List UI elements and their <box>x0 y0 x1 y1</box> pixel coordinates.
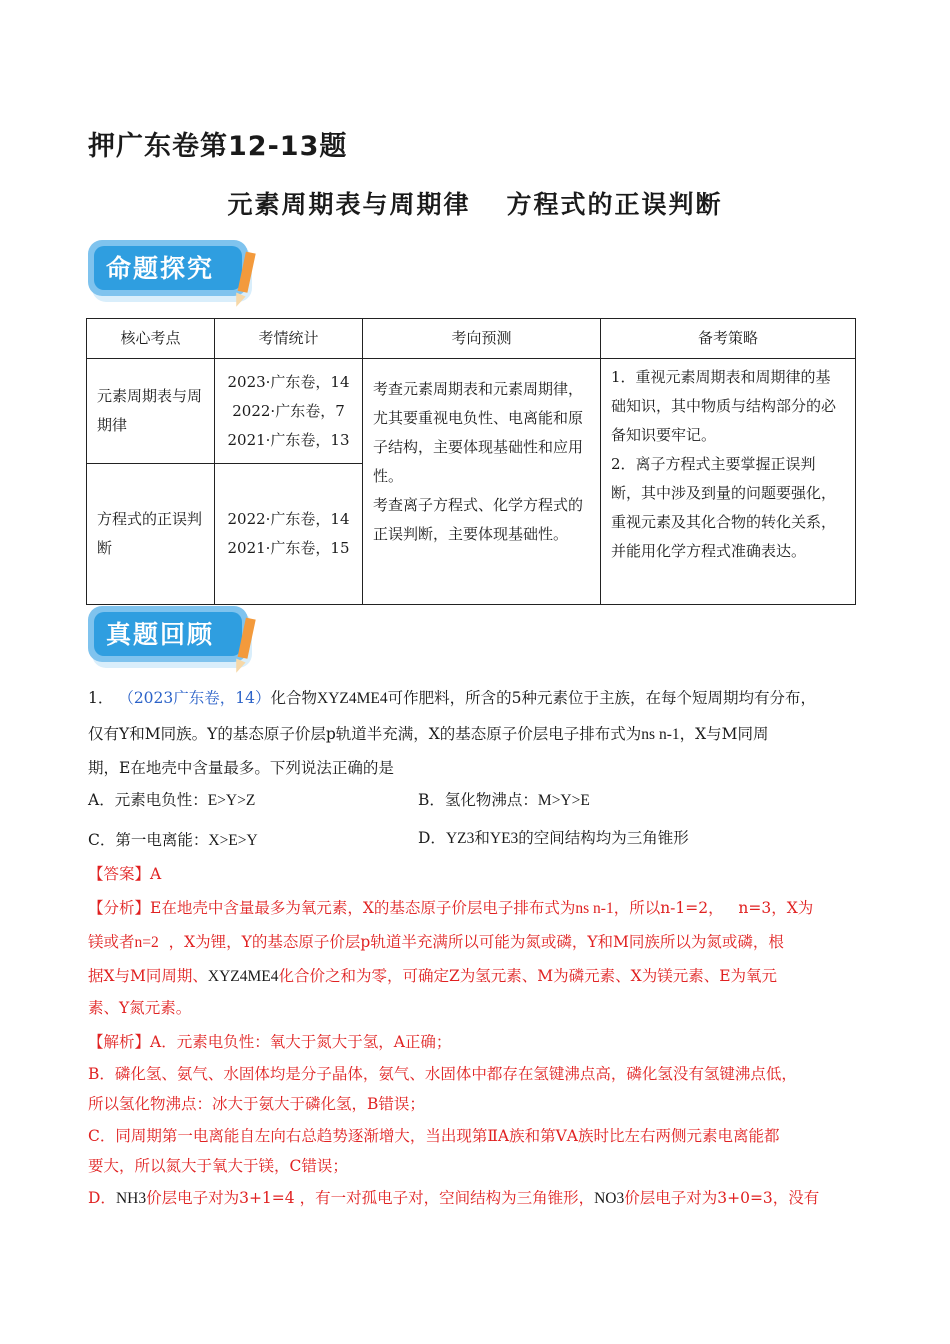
table-header-cell: 备考策略 <box>601 319 856 359</box>
stat-item: 2022·广东卷，7 <box>232 401 345 420</box>
explanation-line-d: D．NH3价层电子对为3+1=4 ，有一对孤电子对，空间结构为三角锥形，NO3价层电子对为3+0=3，没有 <box>88 1189 820 1207</box>
option-b: B．氢化物沸点：M>Y>E <box>418 791 590 809</box>
analysis-line-1: 【分析】E在地壳中含量最多为氧元素，X的基态原子价层电子排布式为ns n-1，所以n-1=2， n=3，X为 <box>88 899 814 917</box>
question-text: 仅有Y和M同族。Y的基态原子价层p轨道半充满，X的基态原子价层电子排布式为 <box>88 725 642 743</box>
table-cell-stats <box>215 464 363 605</box>
strategy-text: 1．重视元素周期表和周期律的基础知识，其中物质与结构部分的必备知识要牢记。 <box>611 368 837 444</box>
table-cell-stats <box>215 359 363 464</box>
section-badge-review <box>88 606 268 672</box>
table-cell-topic: 元素周期表与周期律 <box>87 359 215 464</box>
strategy-text: 2．离子方程式主要掌握正误判断，其中涉及到量的问题要强化，重视元素及其化合物的转化关系，并能用化学方程式准确表达。 <box>611 455 837 560</box>
question-text: ，X与M同周 <box>679 725 769 743</box>
prediction-text: 考查元素周期表和元素周期律，尤其要重视电负性、电离能和原子结构，主要体现基础性和应用性。 <box>373 380 584 485</box>
option-d: D．YZ3和YE3的空间结构均为三角锥形 <box>418 829 689 847</box>
subtitle-part1: 元素周期表与周期律 <box>227 190 471 219</box>
exam-analysis-table <box>86 318 856 605</box>
explanation-line-c1: C．同周期第一电离能自左向右总趋势逐渐增大，当出现第ⅡA族和第ⅤA族时比左右两侧元素电离能都 <box>88 1127 780 1145</box>
option-c: C．第一电离能：X>E>Y <box>88 831 258 849</box>
subtitle-part2: 方程式的正误判断 <box>506 190 723 219</box>
table-header-row <box>87 319 856 359</box>
pencil-icon <box>233 616 257 676</box>
analysis-line-2: 镁或者n=2 ，X为锂，Y的基态原子价层p轨道半充满所以可能为氮或磷，Y和M同族所以为氮或磷，根 <box>88 933 784 951</box>
pencil-icon <box>233 250 257 310</box>
analysis-line-4: 素、Y氮元素。 <box>88 999 192 1017</box>
page-subtitle <box>0 185 950 221</box>
question-line-2 <box>88 720 862 749</box>
table-header-cell: 核心考点 <box>87 319 215 359</box>
table-cell-prediction <box>363 359 601 605</box>
stat-item: 2021·广东卷，15 <box>227 539 350 557</box>
explanation-line-b1: B．磷化氢、氨气、水固体均是分子晶体，氨气、水固体中都存在氢键沸点高，磷化氢没有氢键沸点低， <box>88 1065 797 1083</box>
table-header-cell: 考向预测 <box>363 319 601 359</box>
section-badge-label: 命题探究 <box>106 254 215 283</box>
electron-config: ns n-1 <box>641 726 680 743</box>
question-text: 化合物 <box>270 689 317 707</box>
section-badge-label: 真题回顾 <box>106 620 215 649</box>
question-line-3: 期，E在地壳中含量最多。下列说法正确的是 <box>88 759 394 777</box>
table-cell-topic: 方程式的正误判断 <box>87 464 215 605</box>
question-source: （2023广东卷，14） <box>118 689 271 707</box>
explanation-line-a: 【解析】A．元素电负性：氧大于氮大于氢，A正确； <box>88 1033 452 1051</box>
question-text: 可作肥料，所含的5种元素位于主族，在每个短周期均有分布， <box>387 689 816 707</box>
table-row <box>87 359 856 464</box>
stat-item: 2022·广东卷，14 <box>227 510 350 528</box>
explanation-line-c2: 要大，所以氮大于氧大于镁，C错误； <box>88 1157 348 1175</box>
stat-item: 2021·广东卷，13 <box>227 430 350 449</box>
section-badge-exploration <box>88 240 268 306</box>
table-header-cell: 考情统计 <box>215 319 363 359</box>
answer-value: A <box>150 865 162 883</box>
answer-line: 【答案】A <box>88 865 162 883</box>
compound-formula: XYZ4ME4 <box>317 690 388 707</box>
explanation-line-b2: 所以氢化物沸点：冰大于氨大于磷化氢，B错误； <box>88 1095 425 1113</box>
stat-item: 2023·广东卷，14 <box>227 372 350 391</box>
prediction-text: 考查离子方程式、化学方程式的正误判断，主要体现基础性。 <box>373 496 584 543</box>
option-a: A．元素电负性：E>Y>Z <box>88 791 256 809</box>
question-number: 1． <box>88 689 114 707</box>
analysis-line-3: 据X与M同周期、XYZ4ME4化合价之和为零，可确定Z为氢元素、M为磷元素、X为镁元素、E为氧元 <box>88 967 778 985</box>
table-cell-strategy <box>601 359 856 605</box>
page-title: 押广东卷第12-13题 <box>88 131 348 162</box>
question-line-1 <box>88 684 862 713</box>
